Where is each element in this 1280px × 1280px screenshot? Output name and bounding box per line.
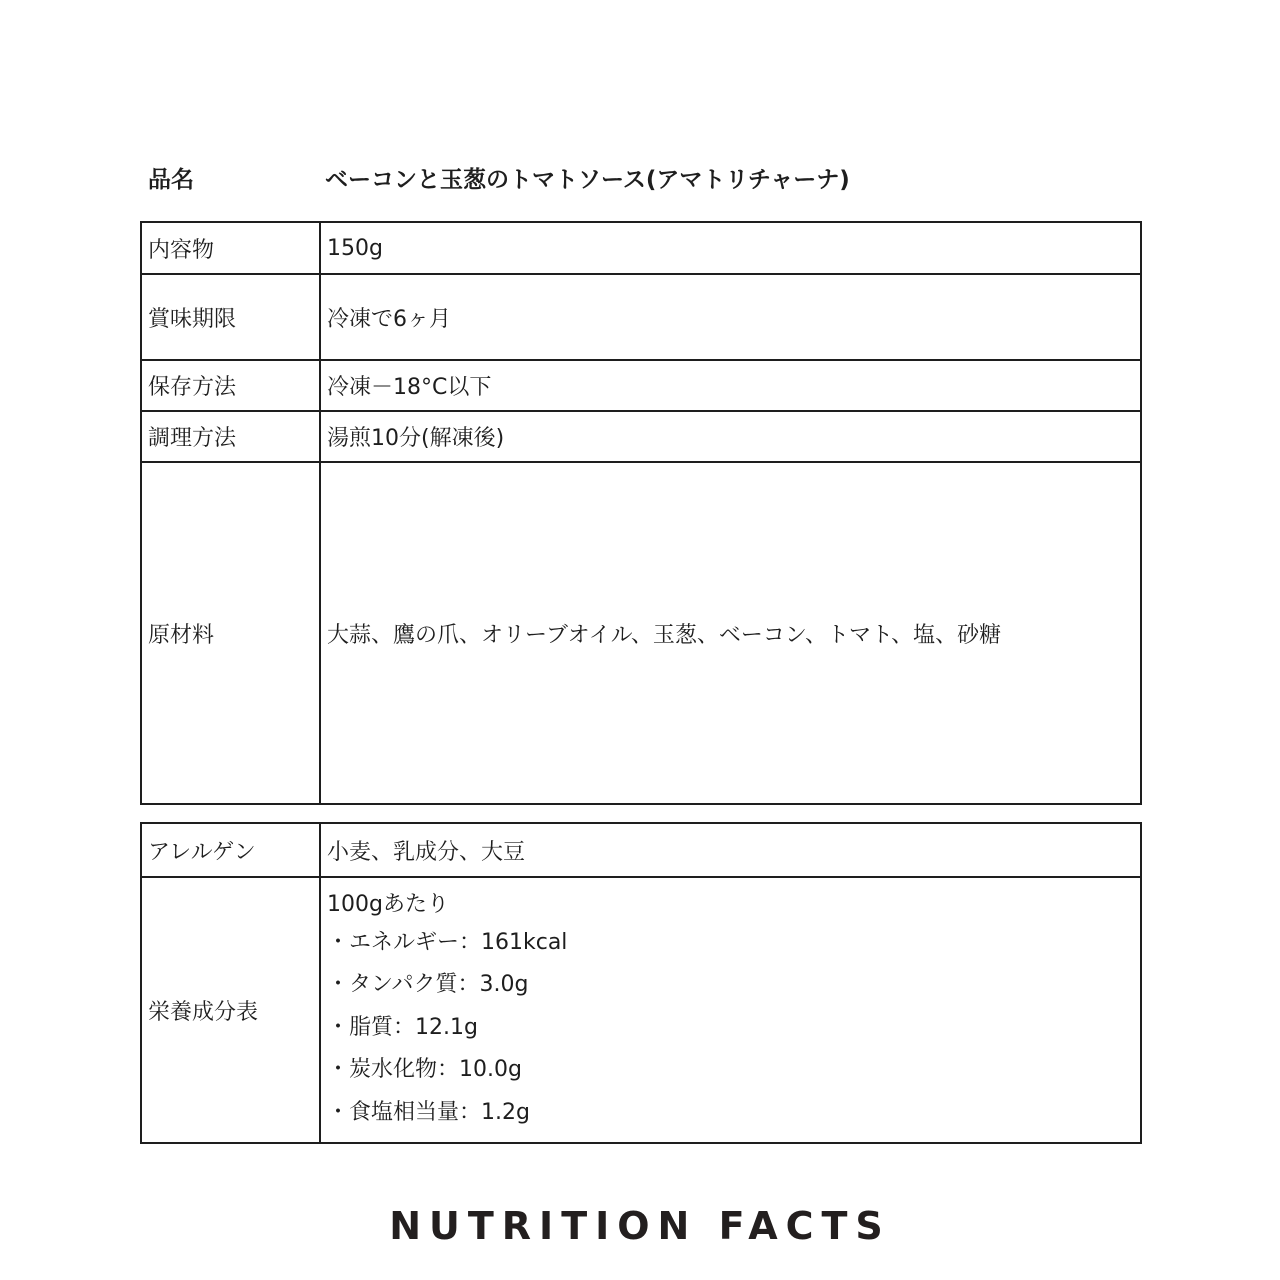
spec-row-ingredients [141,462,1141,804]
spec-table [140,221,1142,805]
nutrition-energy: ・エネルギー：161kcal [327,930,568,956]
allergy-value: 小麦、乳成分、大豆 [320,823,1141,877]
spec-row-contents [141,222,1141,274]
nutrition-values [320,877,1141,1143]
allergy-row [141,823,1141,877]
nutrition-row [141,877,1141,1143]
spec-row-cooking [141,411,1141,462]
nutrition-fat: ・脂質：12.1g [327,1014,478,1040]
spec-value-contents: 150g [320,222,1141,274]
spec-value-storage: 冷凍－18°C以下 [320,360,1141,411]
spec-row-storage [141,360,1141,411]
allergy-nutrition-table [140,822,1142,1144]
nutrition-basis: 100gあたり [327,892,449,918]
nutrition-salt: ・食塩相当量：1.2g [327,1099,530,1125]
spec-label-best-before: 賞味期限 [141,274,320,360]
nutrition-facts-title: NUTRITION FACTS [389,1204,891,1248]
spec-value-cooking: 湯煎10分(解凍後) [320,411,1141,462]
product-name-value: ベーコンと玉葱のトマトソース(アマトリチャーナ) [325,167,850,193]
spec-label-cooking: 調理方法 [141,411,320,462]
spec-label-storage: 保存方法 [141,360,320,411]
nutrition-label: 栄養成分表 [141,877,320,1143]
allergy-label: アレルゲン [141,823,320,877]
spec-label-contents: 内容物 [141,222,320,274]
product-name-row [148,162,1138,198]
spec-value-ingredients: 大蒜、鷹の爪、オリーブオイル、玉葱、ベーコン、トマト、塩、砂糖 [320,462,1141,804]
nutrition-carbohydrate: ・炭水化物：10.0g [327,1057,522,1083]
product-name-label: 品名 [148,167,194,193]
spec-value-best-before: 冷凍で6ヶ月 [320,274,1141,360]
spec-label-ingredients: 原材料 [141,462,320,804]
spec-row-best-before [141,274,1141,360]
nutrition-protein: ・タンパク質：3.0g [327,972,529,998]
